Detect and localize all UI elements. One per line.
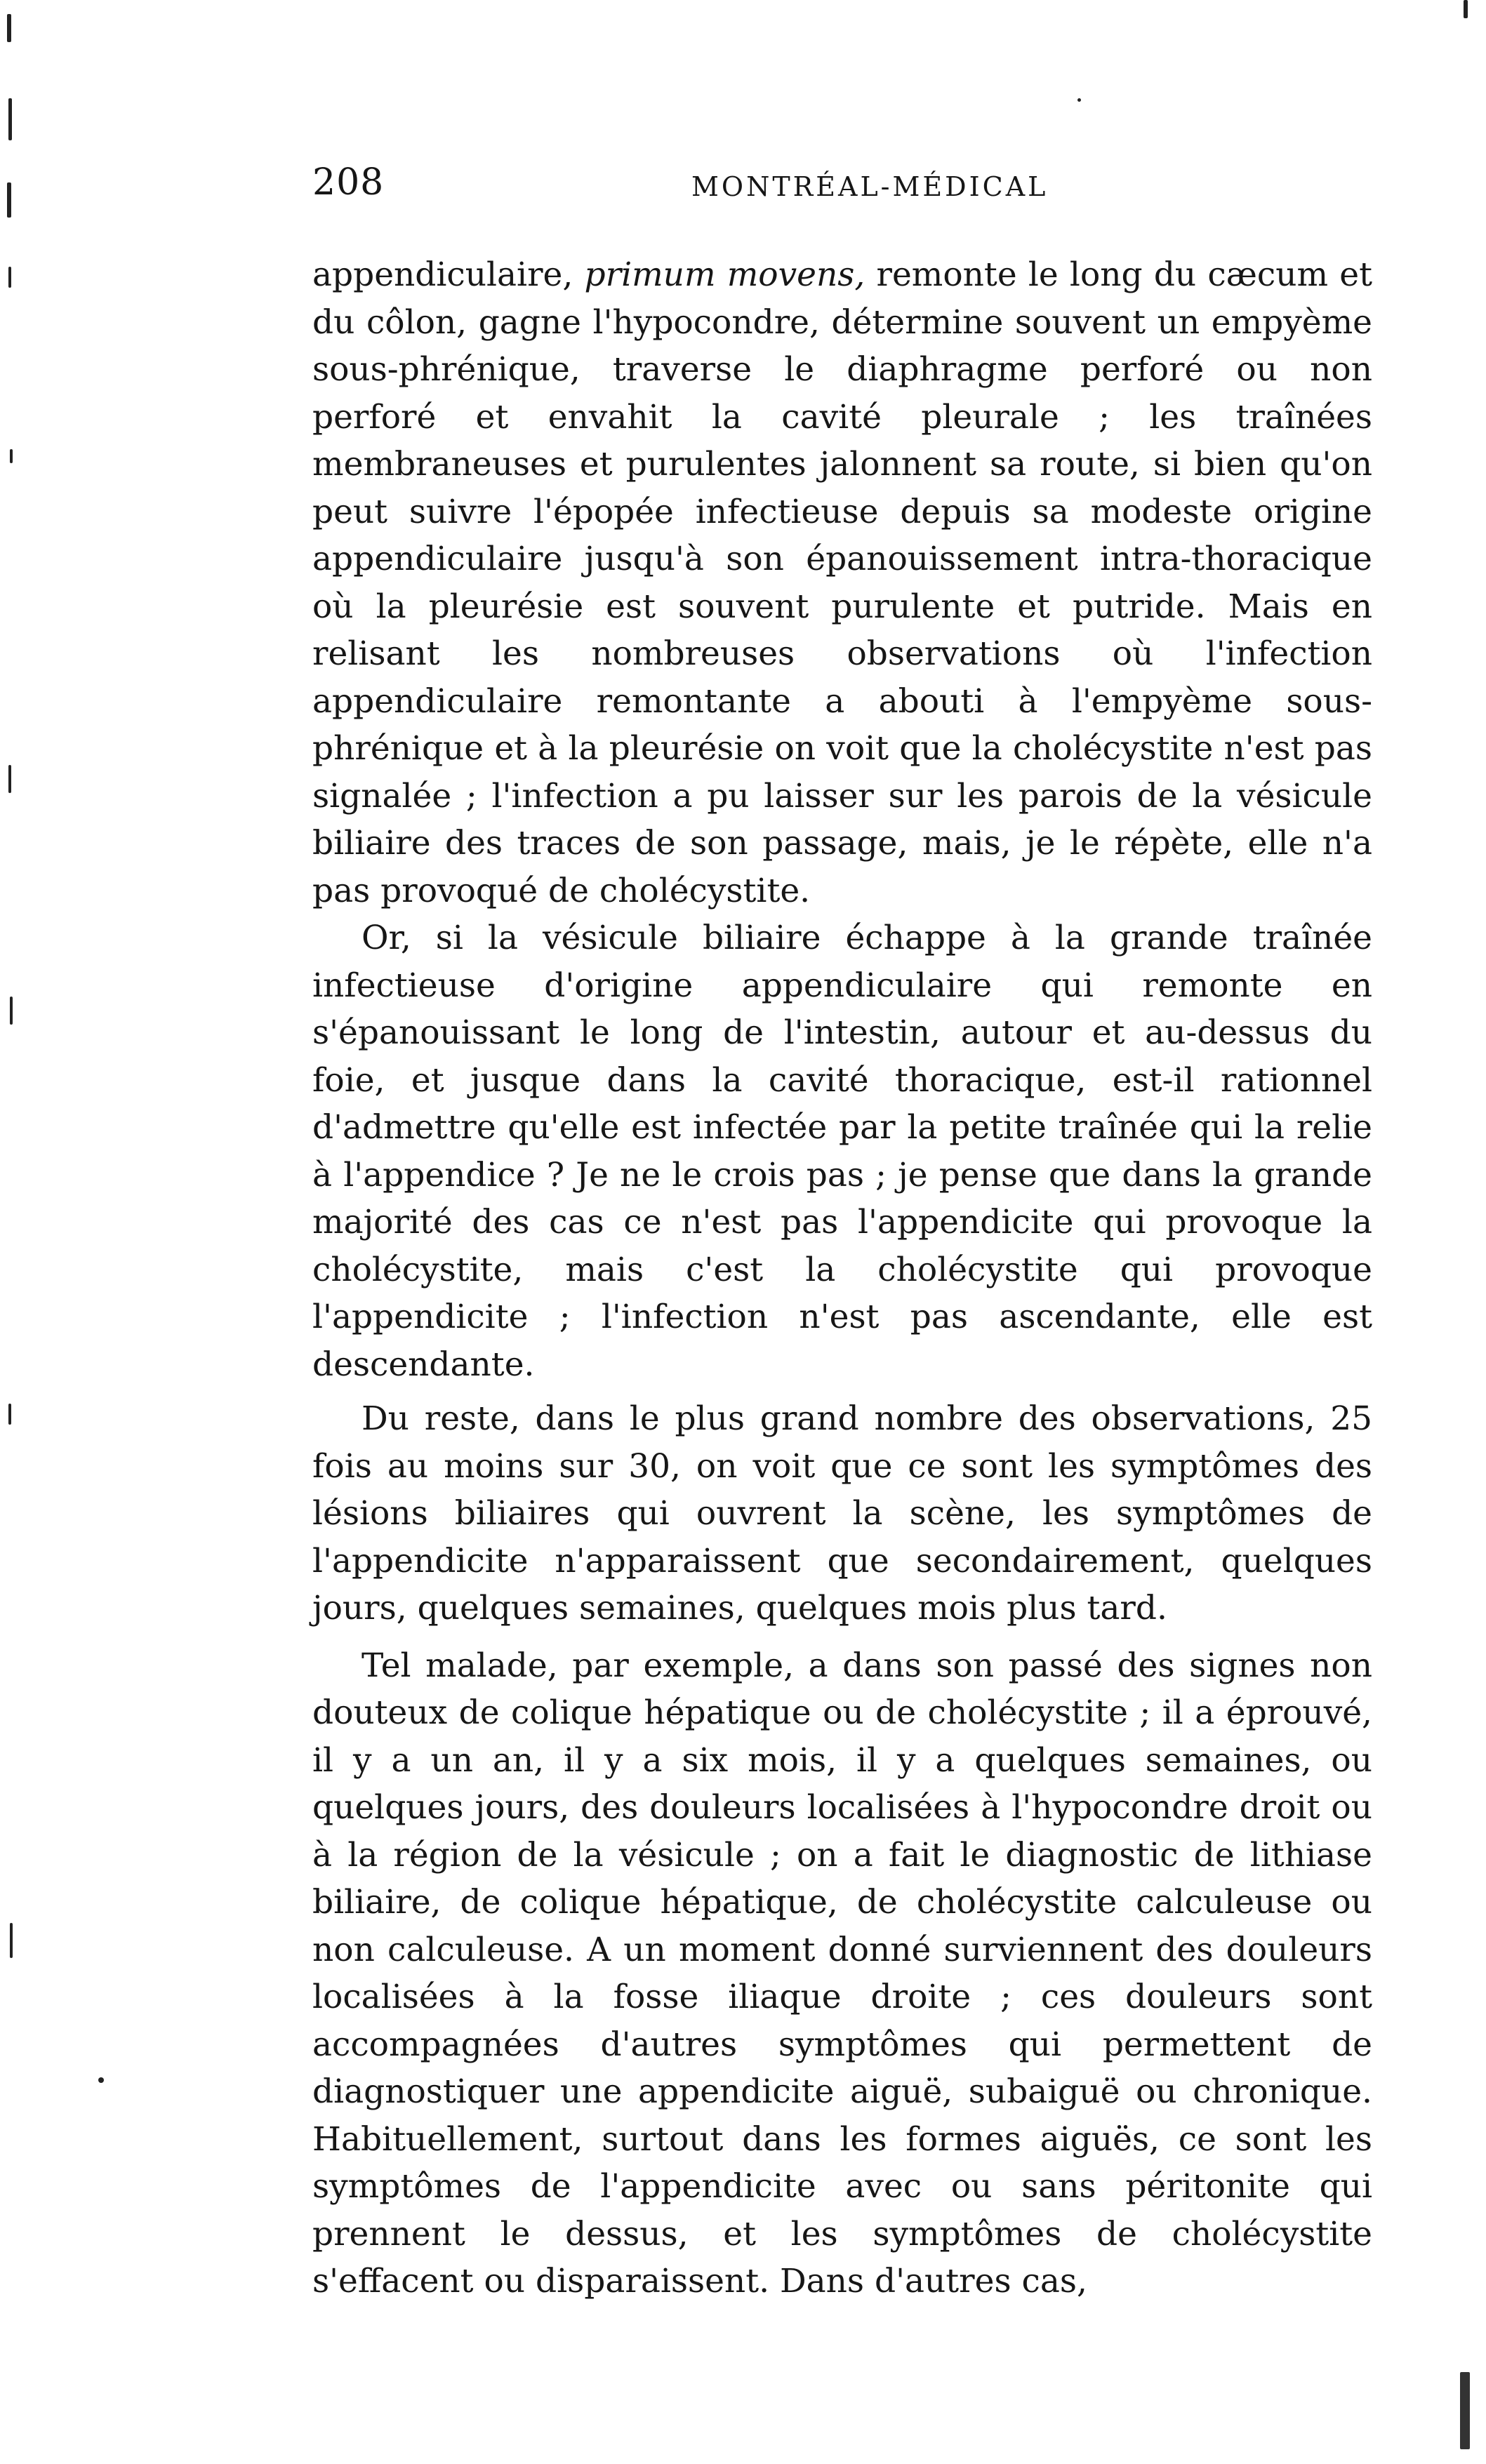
margin-speck <box>10 1923 13 1958</box>
margin-speck <box>1460 2372 1470 2449</box>
margin-speck <box>1464 0 1468 18</box>
latin-phrase: primum movens, <box>584 255 865 294</box>
running-title: MONTRÉAL-MÉDICAL <box>691 171 1049 202</box>
margin-speck <box>10 449 13 463</box>
paragraph-2: Or, si la vésicule biliaire échappe à la grande traînée infectieuse d'origine appendiculaire qui remonte en s'épanouissant le long de l'intestin, autour et au-dessus du foie, et jusque dans la cavité thoracique, est-il rationnel d'admettre qu'elle est infectée par la petite traînée qui la relie à l'appendice ? Je ne le crois pas ; je pense que dans la grande majorité des cas ce n'est pas l'appendicite qui provoque la cholécystite, mais c'est la cholécystite qui provoque l'appendicite ; l'infection n'est pas ascendante, elle est descendante. <box>312 919 1372 1384</box>
margin-speck <box>8 1404 11 1425</box>
paragraph-3: Du reste, dans le plus grand nombre des observations, 25 fois au moins sur 30, on voit que ce sont les symptômes des lésions biliaires qui ouvrent la scène, les symptômes de l'appendicite n'apparaissent que secondairement, quelques jours, quelques semaines, quelques mois plus tard. <box>312 1399 1372 1627</box>
margin-speck <box>8 98 12 140</box>
margin-speck <box>8 267 11 288</box>
page-number: 208 <box>312 161 385 204</box>
paragraph-1 <box>312 251 1372 914</box>
body-text <box>312 251 1372 2305</box>
paragraph-1-rest: remonte le long du cæcum et du côlon, gagne l'hypocondre, détermine souvent un empyème sous-phrénique, traverse le diaphragme perforé ou non perforé et envahit la cavité pleurale ; les traînées membraneuses et purulentes jalonnent sa route, si bien qu'on peut suivre l'épopée infectieuse depuis sa modeste origine appendiculaire jusqu'à son épanouissement intra-thoracique où la pleurésie est souvent purulente et putride. Mais en relisant les nombreuses observations où l'infection appendiculaire remontante a abouti à l'empyème sous-phrénique et à la pleurésie on voit que la cholécystite n'est pas signalée ; l'infection a pu laisser sur les parois de la vésicule biliaire des traces de son passage, mais, je le répète, elle n'a pas provoqué de cholécystite. <box>312 255 1372 910</box>
paragraph-1-lead: appendiculaire, <box>312 255 585 294</box>
margin-speck <box>7 14 11 42</box>
margin-speck <box>1077 98 1081 102</box>
margin-speck <box>7 182 11 218</box>
margin-speck <box>10 997 13 1025</box>
margin-speck <box>8 765 11 793</box>
page-header <box>312 161 1372 218</box>
margin-speck <box>98 2077 104 2083</box>
paragraph-4: Tel malade, par exemple, a dans son passé des signes non douteux de colique hépatique ou de cholécystite ; il a éprouvé, il y a un an, il y a six mois, il y a quelques semaines, ou quelques jours, des douleurs localisées à l'hypocondre droit ou à la région de la vésicule ; on a fait le diagnostic de lithiase biliaire, de colique hépatique, de cholécystite calculeuse ou non calculeuse. A un moment donné surviennent des douleurs localisées à la fosse iliaque droite ; ces douleurs sont accompagnées d'autres symptômes qui permettent de diagnostiquer une appendicite aiguë, subaiguë ou chronique. Habituellement, surtout dans les formes aiguës, ce sont les symptômes de l'appendicite avec ou sans péritonite qui prennent le dessus, et les symptômes de cholécystite s'effacent ou disparaissent. Dans d'autres cas, <box>312 1646 1372 2300</box>
